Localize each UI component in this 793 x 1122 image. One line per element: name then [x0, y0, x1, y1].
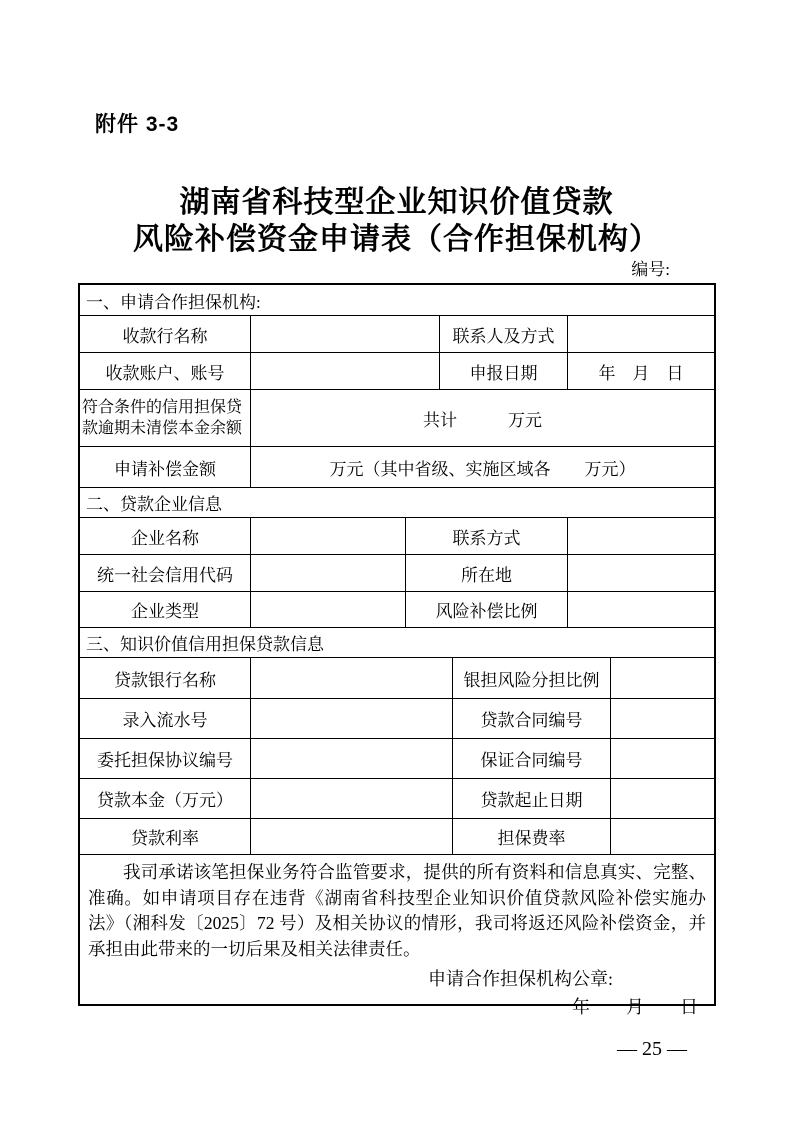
table-row: [80, 818, 714, 854]
application-form-table: [78, 283, 716, 1017]
attachment-label: 附件 3-3: [95, 113, 180, 136]
label-compensation-amount: 申请补偿金额: [114, 459, 216, 479]
page-title: [0, 184, 793, 258]
field-enterprise-type: [250, 592, 405, 627]
label-entry-serial-number: 录入流水号: [122, 711, 208, 730]
table-row: [80, 778, 714, 818]
table-row: [80, 446, 714, 487]
label-payee-bank-name: 收款行名称: [122, 326, 208, 346]
label-loan-contract-number: 贷款合同编号: [452, 699, 610, 738]
page-title-line1: 湖南省科技型企业知识价值贷款: [179, 186, 614, 219]
signature-date-line: 年 月 日: [572, 997, 698, 1017]
field-loan-interest-rate: [250, 819, 452, 854]
section3-header: 三、知识价值信用担保贷款信息: [80, 627, 714, 657]
pledge-block: [80, 854, 714, 1017]
label-location: 所在地: [405, 555, 567, 591]
label-declare-date: 申报日期: [439, 353, 567, 389]
field-loan-bank-name: [250, 658, 452, 698]
field-location: [567, 555, 714, 591]
table-row: [80, 315, 714, 352]
label-overdue-principal: [80, 390, 250, 446]
label-loan-bank-name: 贷款银行名称: [114, 670, 216, 690]
seal-label: 申请合作担保机构公章:: [428, 969, 613, 989]
field-declare-date: 年 月 日: [567, 353, 714, 389]
field-risk-compensation-ratio: [567, 592, 714, 627]
field-guarantee-fee-rate: [610, 819, 714, 854]
field-contact-method: [567, 518, 714, 554]
label-enterprise-name: 企业名称: [131, 528, 199, 548]
table-row: [80, 389, 714, 446]
label-loan-start-end-date: 贷款起止日期: [452, 779, 610, 818]
label-social-credit-code: 统一社会信用代码: [97, 565, 233, 585]
section1-header: 一、申请合作担保机构:: [86, 292, 261, 312]
label-overdue-principal-line2: 款逾期未清偿本金余额: [82, 420, 243, 437]
field-entry-serial-number: [250, 699, 452, 738]
field-contact-person: [567, 316, 714, 352]
field-compensation-amount: 万元（其中省级、实施区域各 万元）: [250, 447, 714, 487]
table-row: [80, 738, 714, 778]
field-guarantee-contract-number: [610, 739, 714, 778]
label-guarantee-contract-number: 保证合同编号: [452, 739, 610, 778]
field-overdue-principal-total: 共计 万元: [250, 390, 714, 446]
label-bank-guarantee-risk-share: 银担风险分担比例: [452, 658, 610, 698]
label-enterprise-type: 企业类型: [131, 602, 199, 621]
label-loan-interest-rate: 贷款利率: [131, 829, 199, 848]
page-number: — 25 —: [617, 1038, 687, 1060]
label-contact-method: 联系方式: [405, 518, 567, 554]
label-contact-person: 联系人及方式: [439, 316, 567, 352]
table-row: [80, 698, 714, 738]
field-payee-bank-name: [250, 316, 439, 352]
field-loan-contract-number: [610, 699, 714, 738]
section2-header: 二、贷款企业信息: [80, 487, 714, 517]
field-bank-guarantee-risk-share: [610, 658, 714, 698]
field-payee-account: [250, 353, 439, 389]
pledge-text: 我司承诺该笔担保业务符合监管要求，提供的所有资料和信息真实、完整、准确。如申请项目存在违背《湖南省科技型企业知识价值贷款风险补偿实施办法》（湘科发〔2025〕72 号）及相关协议的情形，我司将返还风险补偿资金，并承担由此带来的一切后果及相关法律责任。: [88, 862, 706, 959]
page-title-line2: 风险补偿资金申请表（合作担保机构）: [133, 223, 660, 256]
label-guarantee-fee-rate: 担保费率: [452, 819, 610, 854]
field-loan-principal: [250, 779, 452, 818]
document-number-label: 编号:: [631, 260, 670, 279]
field-enterprise-name: [250, 518, 405, 554]
label-risk-compensation-ratio: 风险补偿比例: [405, 592, 567, 627]
label-entrusted-guarantee-agreement-number: 委托担保协议编号: [97, 751, 233, 770]
label-payee-account: 收款账户、账号: [105, 363, 225, 383]
label-overdue-principal-line1: 符合条件的信用担保贷: [82, 399, 243, 416]
field-entrusted-guarantee-agreement-number: [250, 739, 452, 778]
field-loan-start-end-date: [610, 779, 714, 818]
table-row: [80, 554, 714, 591]
table-row: [80, 517, 714, 554]
table-row: [80, 657, 714, 698]
table-row: [80, 591, 714, 627]
table-row: [80, 352, 714, 389]
label-loan-principal: 贷款本金（万元）: [97, 791, 233, 810]
field-social-credit-code: [250, 555, 405, 591]
